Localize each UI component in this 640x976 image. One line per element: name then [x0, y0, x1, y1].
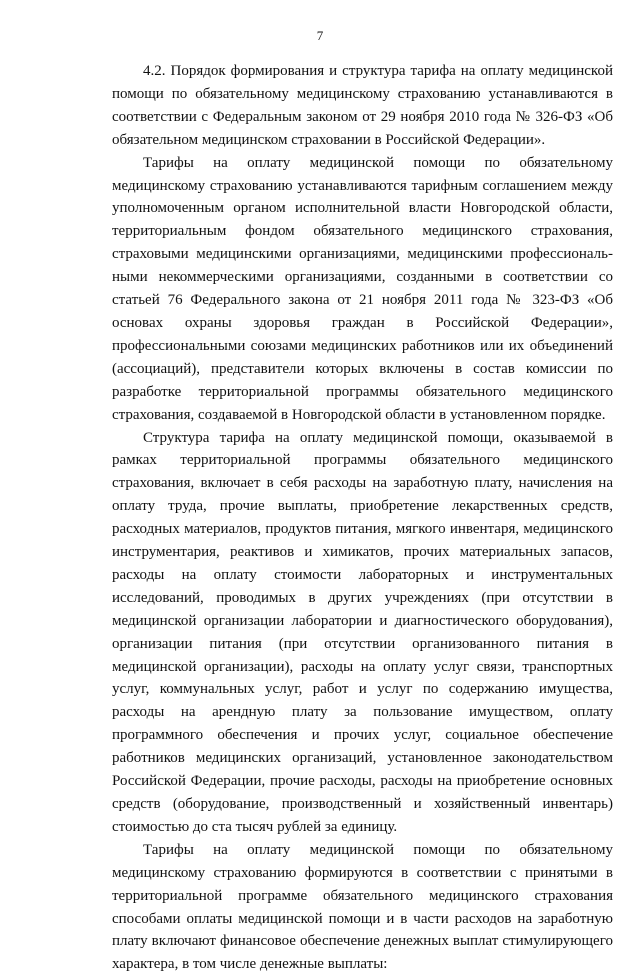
document-body [112, 60, 613, 976]
paragraph-tariff-agreement: Тарифы на оплату медицинской помощи по обязательному медицинскому страхованию устанавливаются тарифным соглашением между уполномоченным органом исполнительной власти Новгородской области, территориальным фондом обязательного медицинского страхования, страховыми медицинскими организациями, медицинскими профессиональными некоммерческими организациями, созданными в соответствии со статьей 76 Федерального закона от 21 ноября 2011 года № 323-ФЗ «Об основах охраны здоровья граждан в Российской Федерации», профессиональными союзами медицинских работников или их объединений (ассоциаций), представители которых включены в состав комиссии по разработке территориальной программы обязательного медицинского страхования, создаваемой в Новгородской области в установленном порядке. [112, 154, 613, 423]
paragraph-tariff-structure: Структура тарифа на оплату медицинской помощи, оказываемой в рамках территориальной программы обязательного медицинского страхования, включает в себя расходы на заработную плату, начисления на оплату труда, прочие выплаты, приобретение лекарственных средств, расходных материалов, продуктов питания, мягкого инвентаря, медицинского инструментария, реактивов и химикатов, прочих материальных запасов, расходы на оплату стоимости лабораторных и инструментальных исследований, проводимых в других учреждениях (при отсутствии в медицинской организации лаборатории и диагностического оборудования), организации питания (при отсутствии организованного питания в медицинской организации), расходы на оплату услуг связи, транспортных услуг, коммунальных услуг, работ и услуг по содержанию имущества, расходы на арендную плату за пользование имуществом, оплату программного обеспечения и прочих услуг, социальное обеспечение работников медицинских организаций, установленное законодательством Российской Федерации, прочие расходы, расходы на приобретение основных средств (оборудование, производственный и хозяйственный инвентарь) стоимостью до ста тысяч рублей за единицу. [112, 429, 613, 835]
paragraph-tariff-formation: Тарифы на оплату медицинской помощи по обязательному медицинскому страхованию формируются в соответствии с принятыми в территориальной программе обязательного медицинского страхования способами оплаты медицинской помощи и в части расходов на заработную плату включают финансовое обеспечение денежных выплат стимулирующего характера, в том числе денежные выплаты: [112, 841, 613, 973]
page-number: 7 [316, 28, 324, 43]
paragraph-tariff-procedure: 4.2. Порядок формирования и структура тарифа на оплату медицинской помощи по обязательному медицинскому страхованию устанавливаются в соответствии с Федеральным законом от 29 ноября 2010 года № 326-ФЗ «Об обязательном медицинском страховании в Российской Федерации». [112, 63, 613, 148]
